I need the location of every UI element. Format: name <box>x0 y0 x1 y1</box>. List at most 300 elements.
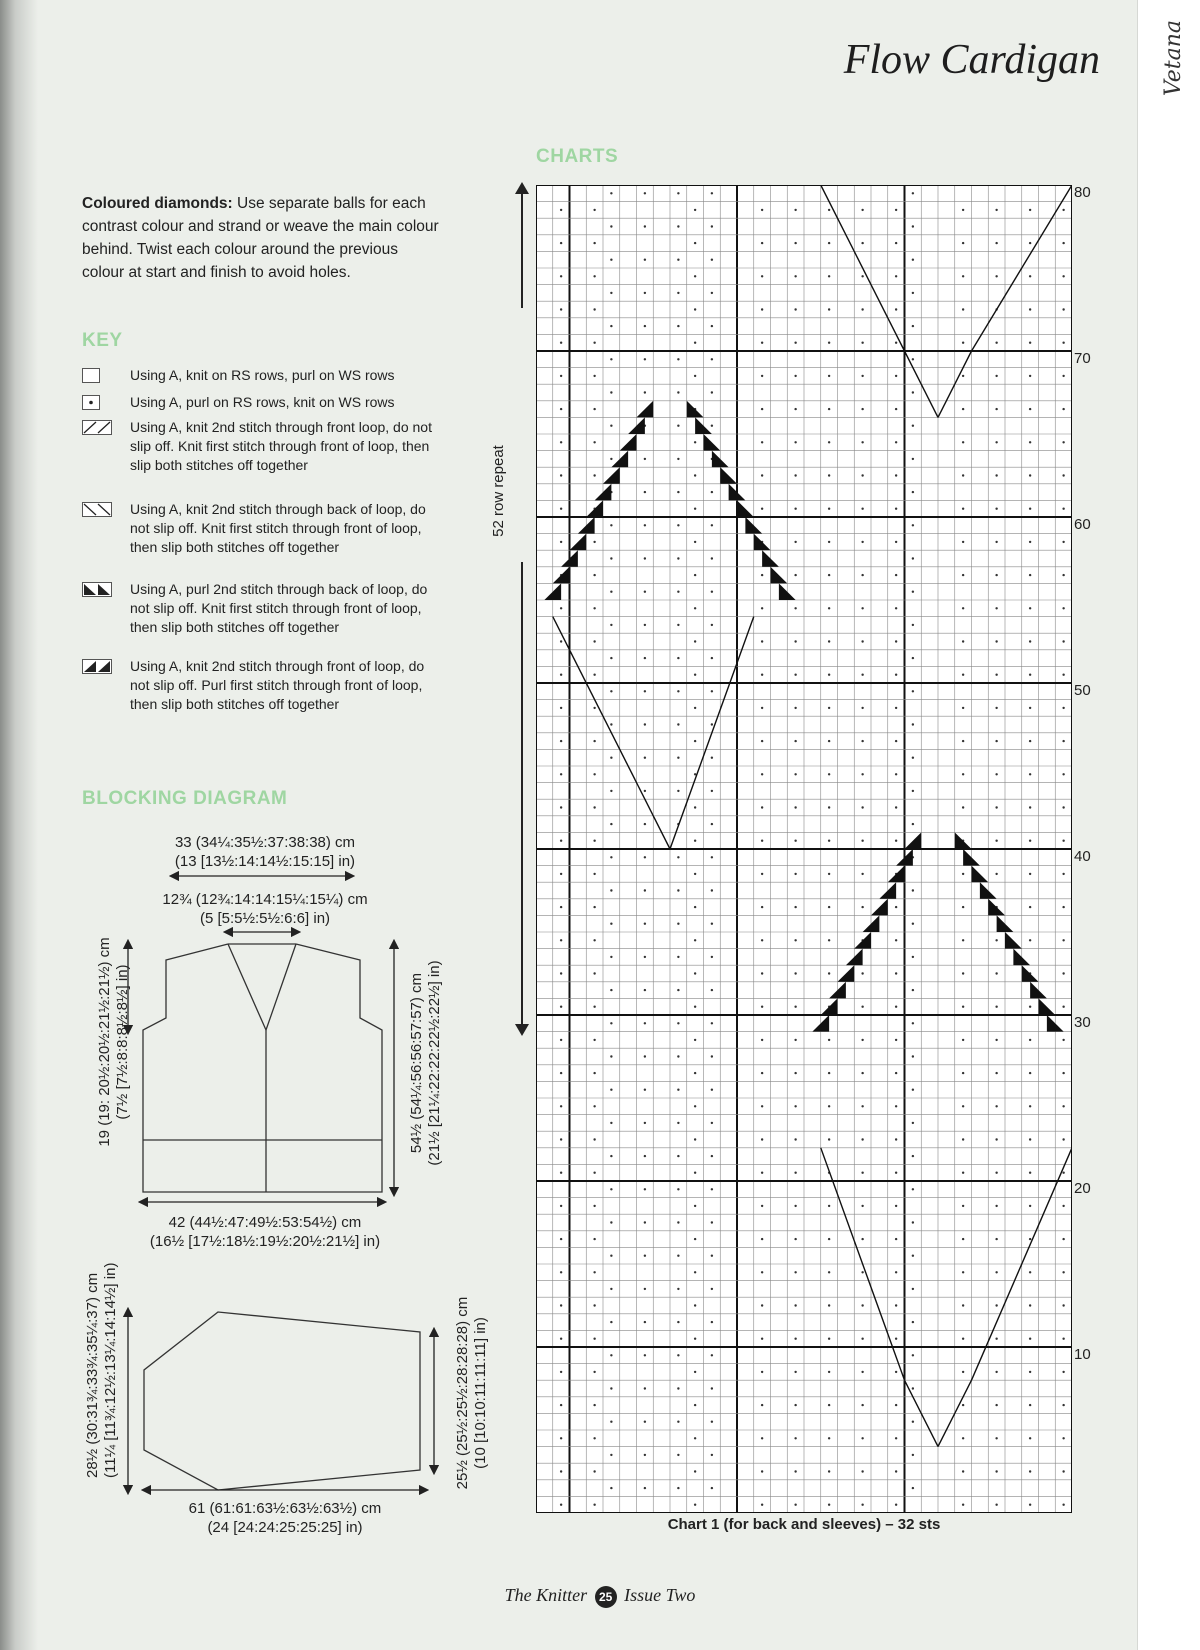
purl-dot <box>677 425 679 427</box>
purl-dot <box>1062 906 1064 908</box>
purl-dot <box>677 491 679 493</box>
purl-dot <box>560 1039 562 1041</box>
page-footer <box>480 1585 720 1608</box>
purl-dot <box>962 508 964 510</box>
purl-dot <box>861 375 863 377</box>
purl-dot <box>828 1437 830 1439</box>
purl-dot <box>962 1437 964 1439</box>
purl-dot <box>962 375 964 377</box>
note-heading: Coloured diamonds: <box>82 195 233 212</box>
purl-dot <box>995 640 997 642</box>
purl-dot <box>711 823 713 825</box>
purl-dot <box>1062 674 1064 676</box>
purl-dot <box>912 557 914 559</box>
purl-dot <box>694 1105 696 1107</box>
purl-dot <box>610 591 612 593</box>
purl-dot <box>644 1089 646 1091</box>
purl-dot <box>644 557 646 559</box>
purl-dot <box>560 1205 562 1207</box>
purl-dot <box>912 225 914 227</box>
purl-dot <box>1029 308 1031 310</box>
purl-dot <box>677 1055 679 1057</box>
purl-dot <box>610 325 612 327</box>
purl-dot <box>560 1371 562 1373</box>
purl-dot <box>794 508 796 510</box>
purl-dot <box>995 806 997 808</box>
purl-dot <box>694 1205 696 1207</box>
purl-dot <box>895 972 897 974</box>
purl-dot <box>610 956 612 958</box>
purl-dot <box>1029 1470 1031 1472</box>
sleeve-length-cm: 61 (61:61:63½:63½:63½) cm <box>188 1500 382 1517</box>
purl-dot <box>1029 1304 1031 1306</box>
purl-dot <box>912 491 914 493</box>
purl-dot <box>1062 474 1064 476</box>
purl-dot <box>761 674 763 676</box>
purl-dot <box>593 441 595 443</box>
key-item-text: Using A, knit 2nd stitch through back of loop, do not slip off. Knit first stitch through front of loop, then slip both stitches off together <box>130 501 426 555</box>
purl-dot <box>962 1504 964 1506</box>
purl-dot <box>711 657 713 659</box>
purl-dot <box>912 358 914 360</box>
purl-dot <box>560 308 562 310</box>
purl-dot <box>861 1437 863 1439</box>
purl-dot <box>912 790 914 792</box>
purl-dot <box>995 1271 997 1273</box>
purl-dot <box>995 972 997 974</box>
purl-dot <box>828 607 830 609</box>
purl-dot <box>761 640 763 642</box>
purl-dot <box>828 1072 830 1074</box>
purl-dot <box>560 607 562 609</box>
purl-dot <box>610 923 612 925</box>
purl-dot <box>610 790 612 792</box>
purl-dot <box>761 1338 763 1340</box>
purl-dot <box>694 209 696 211</box>
purl-dot <box>794 1072 796 1074</box>
purl-dot <box>962 1371 964 1373</box>
purl-dot <box>962 441 964 443</box>
purl-dot <box>794 939 796 941</box>
purl-dot <box>995 1138 997 1140</box>
purl-dot <box>711 989 713 991</box>
purl-dot <box>644 1387 646 1389</box>
purl-dot <box>610 391 612 393</box>
purl-dot <box>828 1138 830 1140</box>
purl-dot <box>912 1321 914 1323</box>
purl-dot <box>560 939 562 941</box>
purl-dot <box>995 674 997 676</box>
purl-dot <box>677 723 679 725</box>
purl-dot <box>711 1454 713 1456</box>
purl-dot <box>861 607 863 609</box>
purl-dot <box>1029 375 1031 377</box>
purl-dot <box>895 840 897 842</box>
purl-dot <box>995 275 997 277</box>
purl-dot <box>962 674 964 676</box>
purl-dot <box>560 1470 562 1472</box>
purl-dot <box>912 923 914 925</box>
purl-dot <box>761 375 763 377</box>
purl-dot <box>794 1238 796 1240</box>
purl-dot <box>560 242 562 244</box>
purl-dot <box>593 640 595 642</box>
purl-dot <box>610 1354 612 1356</box>
purl-dot <box>912 889 914 891</box>
purl-dot <box>895 640 897 642</box>
blocking-diagram-heading: BLOCKING DIAGRAM <box>82 788 288 809</box>
purl-dot <box>794 1437 796 1439</box>
purl-dot <box>761 1271 763 1273</box>
purl-dot <box>895 1105 897 1107</box>
purl-dot <box>677 225 679 227</box>
body-outline <box>143 944 382 1192</box>
purl-dot <box>828 1304 830 1306</box>
purl-dot <box>711 856 713 858</box>
purl-dot <box>1062 275 1064 277</box>
purl-dot <box>610 458 612 460</box>
purl-dot <box>560 806 562 808</box>
purl-dot <box>861 773 863 775</box>
purl-dot <box>610 1288 612 1290</box>
purl-dot <box>610 657 612 659</box>
purl-dot <box>962 275 964 277</box>
purl-dot <box>962 773 964 775</box>
purl-dot <box>560 674 562 676</box>
purl-dot <box>560 1105 562 1107</box>
purl-dot <box>610 557 612 559</box>
purl-dot <box>711 923 713 925</box>
purl-dot <box>677 591 679 593</box>
purl-dot <box>912 591 914 593</box>
purl-dot <box>644 591 646 593</box>
purl-dot <box>995 408 997 410</box>
purl-dot <box>694 1404 696 1406</box>
purl-dot <box>593 474 595 476</box>
purl-dot <box>761 1437 763 1439</box>
purl-dot <box>711 1255 713 1257</box>
purl-dot <box>794 740 796 742</box>
brand-label: Vetana <box>1161 20 1186 97</box>
purl-dot <box>1062 408 1064 410</box>
purl-dot <box>1029 1172 1031 1174</box>
length-in: (21½ [21¼:22:22:22½:22½] in) <box>426 960 443 1166</box>
purl-dot <box>761 1138 763 1140</box>
purl-dot <box>995 1470 997 1472</box>
purl-dot <box>1029 1371 1031 1373</box>
purl-dot <box>644 823 646 825</box>
purl-dot <box>794 1470 796 1472</box>
purl-dot <box>593 1172 595 1174</box>
purl-dot <box>610 1055 612 1057</box>
purl-dot <box>711 956 713 958</box>
purl-dot <box>1062 375 1064 377</box>
purl-dot <box>644 1255 646 1257</box>
purl-dot <box>861 1072 863 1074</box>
purl-dot <box>711 1288 713 1290</box>
sleeve-outline <box>144 1312 420 1490</box>
purl-dot <box>593 275 595 277</box>
purl-dot <box>912 1188 914 1190</box>
purl-dot <box>1062 1404 1064 1406</box>
purl-dot <box>593 906 595 908</box>
purl-dot <box>895 1205 897 1207</box>
purl-dot <box>761 242 763 244</box>
purl-dot <box>677 657 679 659</box>
purl-dot <box>1062 640 1064 642</box>
purl-dot <box>677 391 679 393</box>
purl-dot <box>761 275 763 277</box>
purl-dot <box>593 1271 595 1273</box>
purl-dot <box>794 607 796 609</box>
purl-dot <box>962 640 964 642</box>
purl-dot <box>560 275 562 277</box>
purl-dot <box>560 1238 562 1240</box>
sleeve-cuff-cm: 25½ (25½:25½:28:28:28) cm <box>454 1296 471 1490</box>
purl-dot <box>677 1487 679 1489</box>
purl-dot <box>593 1437 595 1439</box>
purl-dot <box>694 640 696 642</box>
purl-dot <box>593 840 595 842</box>
purl-dot <box>895 474 897 476</box>
purl-dot <box>912 192 914 194</box>
purl-dot <box>610 1155 612 1157</box>
purl-dot <box>861 1304 863 1306</box>
purl-dot <box>995 1072 997 1074</box>
purl-dot <box>644 1122 646 1124</box>
purl-dot <box>794 342 796 344</box>
purl-dot <box>1062 441 1064 443</box>
purl-dot <box>711 757 713 759</box>
purl-dot <box>1029 674 1031 676</box>
purl-dot <box>1062 541 1064 543</box>
purl-dot <box>1062 342 1064 344</box>
purl-dot <box>794 375 796 377</box>
purl-dot <box>1029 1138 1031 1140</box>
purl-dot <box>711 591 713 593</box>
purl-dot <box>694 674 696 676</box>
purl-dot <box>794 408 796 410</box>
purl-dot <box>895 1470 897 1472</box>
purl-dot <box>610 1122 612 1124</box>
purl-dot <box>895 1371 897 1373</box>
purl-dot <box>761 607 763 609</box>
purl-dot <box>694 541 696 543</box>
row-repeat-label: 52 row repeat <box>490 445 507 537</box>
purl-dot <box>677 1221 679 1223</box>
purl-dot <box>1029 906 1031 908</box>
purl-dot <box>1029 640 1031 642</box>
purl-dot <box>895 773 897 775</box>
purl-dot <box>861 1105 863 1107</box>
purl-dot <box>794 806 796 808</box>
purl-dot <box>560 408 562 410</box>
purl-dot <box>1029 1437 1031 1439</box>
purl-dot <box>761 1072 763 1074</box>
purl-dot <box>995 474 997 476</box>
purl-dot <box>794 773 796 775</box>
purl-dot <box>995 740 997 742</box>
purl-dot <box>593 1338 595 1340</box>
purl-dot <box>677 923 679 925</box>
purl-dot <box>1062 1138 1064 1140</box>
purl-dot <box>560 1338 562 1340</box>
purl-dot <box>560 209 562 211</box>
purl-dot <box>794 674 796 676</box>
purl-dot <box>912 1288 914 1290</box>
purl-dot <box>560 1437 562 1439</box>
purl-dot <box>610 723 612 725</box>
purl-dot <box>828 574 830 576</box>
purl-dot <box>711 889 713 891</box>
purl-dot <box>1062 939 1064 941</box>
key-item-text: Using A, knit 2nd stitch through front loop, do not slip off. Knit first stitch through front of loop, then slip both stitches off together <box>130 419 432 473</box>
purl-dot <box>1029 806 1031 808</box>
purl-dot <box>828 508 830 510</box>
purl-dot <box>711 790 713 792</box>
purl-dot <box>593 1105 595 1107</box>
purl-dot <box>828 906 830 908</box>
purl-dot <box>995 873 997 875</box>
purl-dot <box>711 1022 713 1024</box>
purl-dot <box>794 1039 796 1041</box>
purl-dot <box>593 1504 595 1506</box>
purl-dot <box>861 209 863 211</box>
purl-dot <box>1029 1205 1031 1207</box>
purl-dot <box>711 259 713 261</box>
purl-dot <box>828 342 830 344</box>
purl-dot <box>610 1487 612 1489</box>
purl-dot <box>912 723 914 725</box>
purl-dot <box>828 1238 830 1240</box>
purl-dot <box>677 259 679 261</box>
purl-dot <box>761 873 763 875</box>
purl-dot <box>694 508 696 510</box>
purl-dot <box>1062 740 1064 742</box>
page-number: 25 <box>595 1586 617 1608</box>
sleeve-top-in: (11¼ [11¾:12½:13¼:14:14½] in) <box>102 1262 119 1478</box>
purl-dot <box>1029 1238 1031 1240</box>
purl-dot <box>694 1172 696 1174</box>
purl-dot <box>895 906 897 908</box>
purl-dot <box>895 607 897 609</box>
purl-dot <box>593 209 595 211</box>
purl-dot <box>610 425 612 427</box>
neck-width-cm: 12¾ (12¾:14:14:15¼:15¼) cm <box>162 891 368 908</box>
issue-label: Issue Two <box>624 1585 696 1605</box>
purl-dot <box>560 1006 562 1008</box>
purl-dot <box>593 1304 595 1306</box>
purl-dot <box>694 242 696 244</box>
purl-dot <box>828 939 830 941</box>
purl-dot <box>711 325 713 327</box>
purl-dot <box>828 209 830 211</box>
purl-dot <box>995 939 997 941</box>
row-label-10: 10 <box>1074 1346 1091 1363</box>
purl-dot <box>861 508 863 510</box>
purl-dot <box>677 1022 679 1024</box>
purl-dot <box>1062 707 1064 709</box>
purl-dot <box>593 342 595 344</box>
purl-dot <box>677 856 679 858</box>
purl-dot <box>644 524 646 526</box>
purl-dot <box>895 1404 897 1406</box>
purl-dot <box>761 939 763 941</box>
purl-dot <box>694 342 696 344</box>
purl-dot <box>1062 1437 1064 1439</box>
purl-dot <box>962 740 964 742</box>
purl-dot <box>644 690 646 692</box>
purl-dot <box>828 1338 830 1340</box>
purl-dot <box>560 906 562 908</box>
purl-dot <box>677 1122 679 1124</box>
purl-dot <box>995 342 997 344</box>
purl-dot <box>761 1238 763 1240</box>
purl-dot <box>644 1354 646 1356</box>
row-label-60: 60 <box>1074 516 1091 533</box>
purl-dot <box>677 1089 679 1091</box>
purl-dot <box>593 1138 595 1140</box>
purl-dot <box>962 1304 964 1306</box>
purl-dot <box>861 840 863 842</box>
purl-dot <box>794 1006 796 1008</box>
purl-dot <box>962 1105 964 1107</box>
purl-dot <box>962 574 964 576</box>
purl-dot <box>794 640 796 642</box>
purl-dot <box>560 873 562 875</box>
purl-dot <box>694 707 696 709</box>
purl-dot <box>644 1288 646 1290</box>
purl-dot <box>694 1138 696 1140</box>
purl-dot <box>895 707 897 709</box>
purl-dot <box>694 308 696 310</box>
purl-dot <box>1029 1404 1031 1406</box>
purl-dot <box>560 840 562 842</box>
purl-dot <box>610 989 612 991</box>
purl-dot <box>828 441 830 443</box>
purl-dot <box>694 972 696 974</box>
purl-dot <box>711 1122 713 1124</box>
purl-dot <box>861 308 863 310</box>
purl-dot <box>1029 209 1031 211</box>
purl-dot <box>895 342 897 344</box>
purl-dot <box>560 1138 562 1140</box>
purl-dot <box>794 441 796 443</box>
purl-dot <box>962 1271 964 1273</box>
purl-dot <box>861 906 863 908</box>
purl-dot <box>895 740 897 742</box>
purl-dot <box>761 740 763 742</box>
purl-dot <box>761 806 763 808</box>
purl-dot <box>1029 707 1031 709</box>
purl-dot <box>1029 1271 1031 1273</box>
purl-dot <box>711 1387 713 1389</box>
body-width-cm: 33 (34¼:35½:37:38:38) cm <box>174 834 356 851</box>
purl-dot <box>895 674 897 676</box>
purl-dot <box>711 1089 713 1091</box>
purl-dot <box>711 425 713 427</box>
purl-dot <box>861 474 863 476</box>
purl-dot <box>1062 607 1064 609</box>
purl-dot <box>560 707 562 709</box>
purl-dot <box>694 806 696 808</box>
purl-dot <box>895 1338 897 1340</box>
purl-dot <box>677 690 679 692</box>
purl-dot <box>711 1221 713 1223</box>
purl-dot <box>895 508 897 510</box>
purl-dot <box>895 806 897 808</box>
purl-dot <box>644 790 646 792</box>
